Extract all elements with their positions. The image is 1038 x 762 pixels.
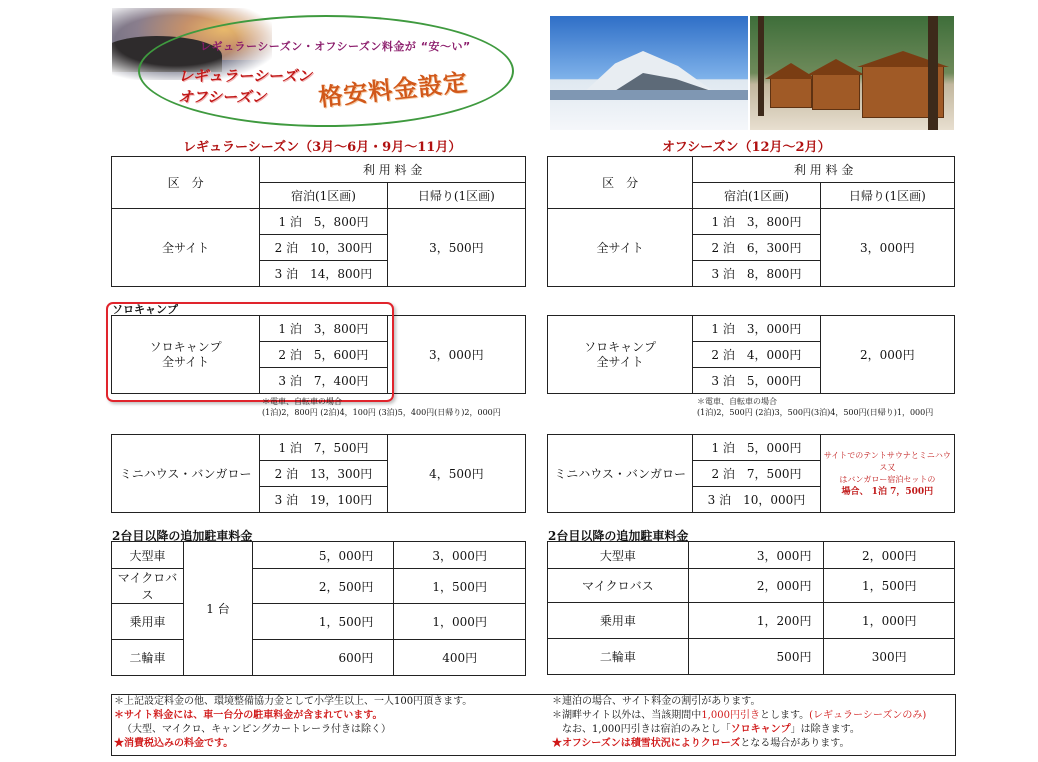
header-day: 日帰り(1区画) [820, 183, 954, 209]
banner-regular-season: レギュラーシーズン [178, 67, 312, 85]
note-parking-included: ＊サイト料金には、車一台分の駐車料金が含まれています。 [114, 710, 383, 721]
regular-season-title: レギュラーシーズン（3月〜6月・9月〜11月） [183, 140, 462, 155]
header-fee: 利 用 料 金 [260, 157, 526, 183]
stay-fee: 1，500円 [253, 604, 394, 640]
price-2-nights: 2 泊 4，000円 [693, 342, 820, 368]
price-2-nights: 2 泊 7，500円 [693, 461, 820, 487]
note-solo-text2: 」は除きます。 [790, 724, 860, 735]
regular-all-site-table [111, 156, 526, 287]
day-price: 4，500円 [387, 435, 525, 513]
solo-note-prices: (1泊)2，500円 (2泊)3，500円(3泊)4，500円(日帰り)1，000円 [697, 408, 934, 417]
stay-fee: 3，000円 [688, 542, 824, 569]
regular-parking-table [111, 541, 526, 676]
stay-fee: 5，000円 [253, 542, 394, 569]
stay-fee: 600円 [253, 640, 394, 676]
solo-highlight-box [106, 302, 394, 402]
vehicle-large: 大型車 [112, 542, 184, 569]
header-stay: 宿泊(1区画) [693, 183, 820, 209]
note-solo-text: なお、1,000円引きは宿泊のみとし「 [562, 724, 731, 735]
off-parking-table [547, 541, 955, 675]
price-2-nights: 2 泊 6，300円 [693, 235, 820, 261]
solo-label-line2: 全サイト [596, 354, 644, 369]
price-3-nights: 3 泊 19，100円 [260, 487, 387, 513]
note-snow-reason: 積雪状況によりクローズ [630, 738, 741, 749]
price-3-nights: 3 泊 8，800円 [693, 261, 820, 287]
day-fee: 1，000円 [824, 603, 955, 639]
header-fee: 利 用 料 金 [693, 157, 955, 183]
per-vehicle-unit: 1 台 [183, 542, 252, 676]
solo-note-heading: ＊電車、自転車の場合 [697, 397, 777, 406]
price-1-night: 1 泊 7，500円 [260, 435, 387, 461]
vehicle-large: 大型車 [548, 542, 689, 569]
cabins-photo [750, 16, 954, 130]
note-snow-closure [552, 737, 850, 751]
price-2-nights: 2 泊 10，300円 [260, 235, 387, 261]
solo-note-prices: (1泊)2，800円 (2泊)4，100円 (3泊)5，400円(日帰り)2，000円 [262, 408, 501, 417]
day-price: 3，500円 [387, 209, 525, 287]
vehicle-motorcycle: 二輪車 [112, 640, 184, 676]
vehicle-car: 乗用車 [112, 604, 184, 640]
note-discount-amount: 1,000円引き [701, 710, 760, 721]
note-multi-night: ＊連泊の場合、サイト料金の割引があります。 [552, 696, 761, 707]
price-1-night: 1 泊 5，800円 [260, 209, 387, 235]
off-minihouse-table [547, 434, 955, 513]
sauna-note-line3: 場合、 1泊 7，500円 [841, 486, 934, 497]
note-discount-season: (レギュラーシーズンのみ) [809, 710, 927, 721]
vehicle-motorcycle: 二輪車 [548, 639, 689, 675]
stay-fee: 2，000円 [688, 569, 824, 603]
header-day: 日帰り(1区画) [387, 183, 525, 209]
sauna-note-line1: サイトでのテントサウナとミニハウス又 [823, 450, 951, 472]
day-price: 3，000円 [387, 316, 525, 394]
price-1-night: 1 泊 3，000円 [693, 316, 820, 342]
note-solo-name: ソロキャンプ [730, 724, 791, 735]
day-fee: 1，500円 [824, 569, 955, 603]
day-fee: 2，000円 [824, 542, 955, 569]
day-price: 3，000円 [820, 209, 954, 287]
solo-label-line1: ソロキャンプ [584, 339, 657, 354]
minihouse-label: ミニハウス・バンガロー [548, 435, 693, 513]
day-price: 2，000円 [820, 316, 954, 394]
all-site-label: 全サイト [112, 209, 260, 287]
regular-minihouse-table [111, 434, 526, 513]
price-1-night: 1 泊 5，000円 [693, 435, 820, 461]
day-fee: 300円 [824, 639, 955, 675]
solo-label-line1: ソロキャンプ [149, 339, 222, 354]
note-env-fee: ＊上記設定料金の他、環境整備協力金として小学生以上、一人100円頂きます。 [114, 696, 473, 707]
minihouse-label: ミニハウス・バンガロー [112, 435, 260, 513]
stay-fee: 500円 [688, 639, 824, 675]
price-3-nights: 3 泊 14，800円 [260, 261, 387, 287]
solo-note-heading: ＊電車、自転車の場合 [262, 397, 342, 406]
stay-fee: 1，200円 [688, 603, 824, 639]
note-exclusions: （大型、マイクロ、キャンピングカートレーラ付きは除く） [122, 724, 391, 735]
vehicle-microbus: マイクロバス [548, 569, 689, 603]
day-fee: 400円 [394, 640, 526, 676]
stay-fee: 2，500円 [253, 569, 394, 604]
note-snow-prefix: ★オフシーズンは [552, 738, 631, 749]
day-fee: 3，000円 [394, 542, 526, 569]
sauna-set-note [820, 435, 954, 513]
price-1-night: 1 泊 3，800円 [693, 209, 820, 235]
solo-label-line2: 全サイト [162, 354, 210, 369]
all-site-label: 全サイト [548, 209, 693, 287]
note-tax-included: ★消費税込みの料金です。 [114, 738, 234, 749]
vehicle-microbus: マイクロバス [112, 569, 184, 604]
banner-discount-title: 格安料金設定 [317, 68, 470, 112]
off-season-title: オフシーズン（12月〜2月） [662, 140, 831, 155]
header-stay: 宿泊(1区画) [260, 183, 387, 209]
price-2-nights: 2 泊 13，300円 [260, 461, 387, 487]
banner-off-season: オフシーズン [178, 88, 267, 106]
price-1-night: 1 泊 3，800円 [260, 316, 387, 342]
note-discount-text2: とします。 [759, 710, 810, 721]
day-fee: 1，500円 [394, 569, 526, 604]
header-kubun: 区 分 [112, 157, 260, 209]
snow-lake-photo [550, 16, 748, 130]
regular-parking-title: 2台目以降の追加駐車料金 [112, 529, 253, 543]
price-3-nights: 3 泊 5，000円 [693, 368, 820, 394]
price-3-nights: 3 泊 10，000円 [693, 487, 820, 513]
solo-label [548, 316, 693, 394]
note-discount [552, 709, 926, 723]
price-2-nights: 2 泊 5，600円 [260, 342, 387, 368]
day-fee: 1，000円 [394, 604, 526, 640]
price-3-nights: 3 泊 7，400円 [260, 368, 387, 394]
note-discount-text: ＊湖畔サイト以外は、当該期間中 [552, 710, 702, 721]
header-kubun: 区 分 [548, 157, 693, 209]
off-all-site-table [547, 156, 955, 287]
solo-camp-caption: ソロキャンプ [112, 303, 178, 316]
vehicle-car: 乗用車 [548, 603, 689, 639]
off-solo-table [547, 315, 955, 394]
note-discount-solo [562, 723, 860, 737]
off-parking-title: 2台目以降の追加駐車料金 [548, 529, 689, 543]
banner-line1: レギュラーシーズン・オフシーズン料金が “安〜い” [200, 40, 471, 53]
sauna-note-line2: はバンガロー宿泊セットの [839, 474, 936, 484]
note-snow-suffix: となる場合があります。 [740, 738, 850, 749]
